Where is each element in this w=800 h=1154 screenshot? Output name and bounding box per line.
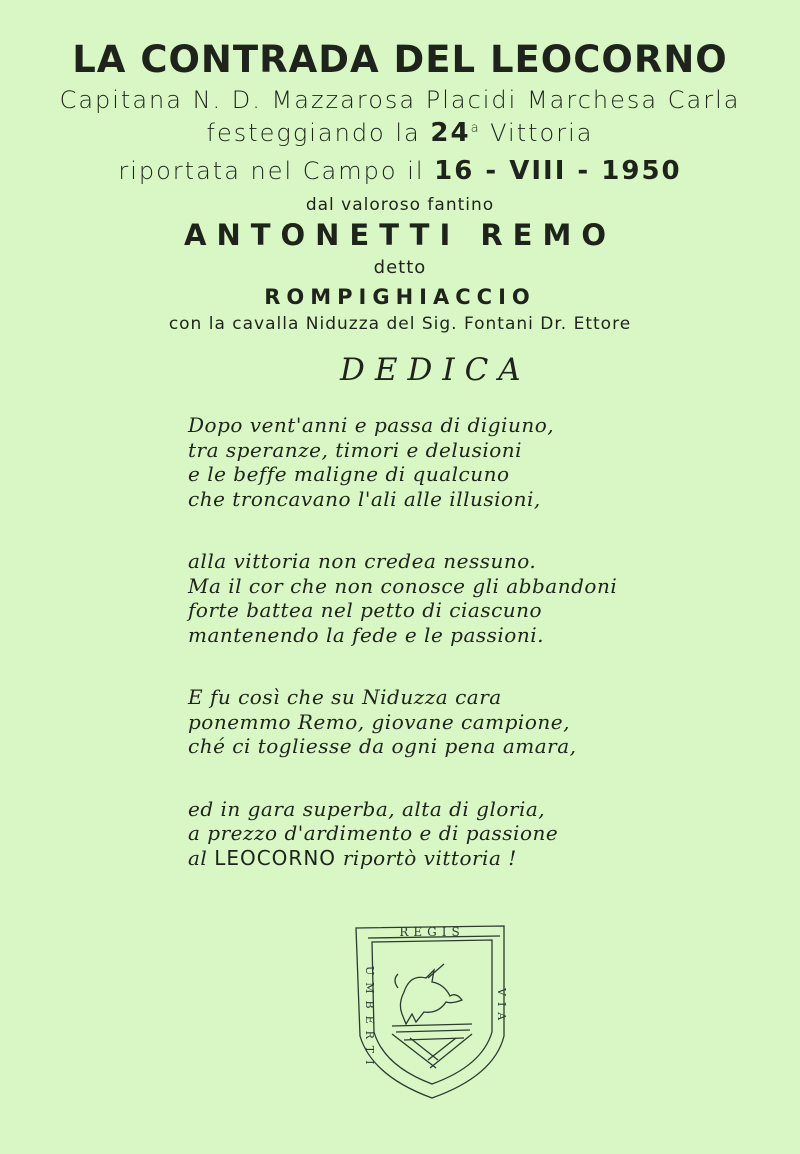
poem-last-line (188, 846, 617, 871)
dedica-heading: DEDICA (340, 352, 531, 388)
poem-line: E fu così che su Niduzza cara (188, 685, 502, 709)
victory-number: 24 (430, 118, 471, 148)
stamp-ground-hatching (392, 1024, 472, 1068)
jockey-name: ANTONETTI REMO (184, 218, 616, 252)
contrada-stamp (352, 918, 512, 1102)
stamp-right-text: VIA (495, 988, 508, 1027)
poem-stanza (188, 549, 617, 647)
celebration-suffix: Vittoria (480, 119, 594, 147)
victory-ordinal: a (470, 121, 481, 136)
last-line-prefix: al (188, 845, 215, 870)
poem-line: alla vittoria non credea nessuno. (188, 549, 537, 573)
date-prefix: riportata nel Campo il (118, 157, 435, 185)
poem-line: ché ci togliesse da ogni pena amara, (188, 734, 577, 758)
poem-line: tra speranze, timori e delusioni (188, 437, 523, 462)
poem-line: Ma il cor che non conosce gli abbandoni (188, 573, 618, 598)
poem-line: Dopo vent'anni e passa di digiuno, (188, 413, 555, 437)
jockey-intro: dal valoroso fantino (305, 195, 495, 215)
horse-line: con la cavalla Niduzza del Sig. Fontani Dr. Ettore (168, 314, 632, 334)
celebration-line (0, 118, 800, 148)
poem-stanza (188, 797, 617, 871)
poem-line: che troncavano l'ali alle illusioni, (188, 486, 541, 511)
stamp-top-text: REGIS (399, 925, 465, 939)
jockey-nickname: ROMPIGHIACCIO (264, 285, 536, 309)
poem-line: a prezzo d'ardimento e di passione (188, 821, 559, 845)
contrada-name: LEOCORNO (214, 845, 337, 870)
race-date: 16 - VIII - 1950 (434, 156, 682, 186)
poem-stanza (188, 413, 617, 511)
unicorn-icon (395, 964, 462, 1024)
poem-stanza (188, 685, 617, 759)
poem-line: e le beffe maligne di qualcuno (188, 462, 510, 486)
poem-line: ed in gara superba, alta di gloria, (188, 796, 546, 821)
captain-line: Capitana N. D. Mazzarosa Placidi Marchesa Carla (59, 86, 741, 114)
stamp-left-text: UMBERTI (363, 966, 376, 1072)
date-line (0, 156, 800, 186)
document-title: LA CONTRADA DEL LEOCORNO (72, 38, 728, 81)
poem-line: forte battea nel petto di ciascuno (188, 598, 543, 622)
last-line-suffix: riportò vittoria ! (336, 845, 517, 870)
celebration-prefix: festeggiando la (206, 119, 431, 147)
detto-label: detto (373, 257, 427, 278)
poem (188, 413, 617, 908)
poem-line: ponemmo Remo, giovane campione, (188, 709, 570, 734)
poem-line: mantenendo la fede e le passioni. (188, 622, 544, 647)
